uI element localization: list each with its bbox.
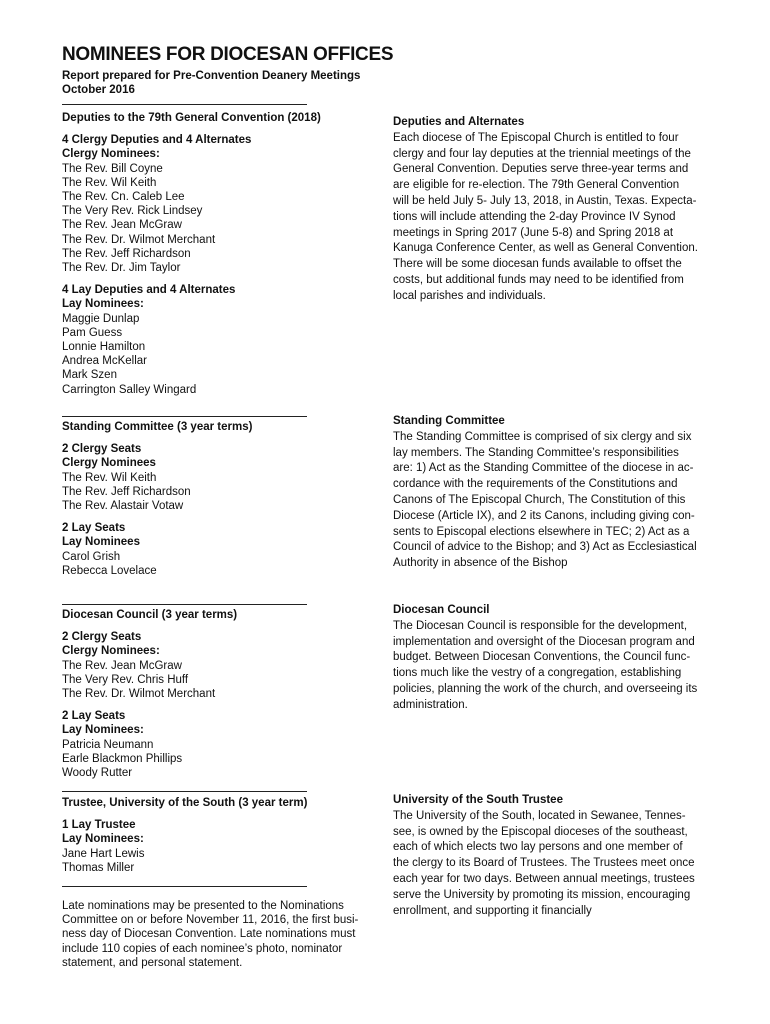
description-line: meetings in Spring 2017 (June 5-8) and Spring 2018 at: [393, 226, 674, 239]
group-heading: 2 Clergy Seats: [62, 443, 142, 456]
description-line: serve the University by promoting its mission, encouraging: [393, 888, 691, 901]
nominee-name: The Rev. Jeff Richardson: [62, 485, 191, 498]
nominee-name: Pam Guess: [62, 326, 123, 339]
description-heading: Diocesan Council: [393, 604, 490, 616]
description-heading: Deputies and Alternates: [393, 116, 525, 128]
section-divider: [62, 791, 307, 792]
section-divider: [62, 104, 307, 105]
standing-committee-description: [393, 414, 708, 572]
nominee-name: Carol Grish: [62, 550, 121, 563]
note-line: ness day of Diocesan Convention. Late nominations must: [62, 928, 356, 941]
nominee-label: Lay Nominees:: [62, 298, 144, 311]
nominee-name: The Rev. Wil Keith: [62, 176, 157, 189]
description-line: The University of the South, located in Sewanee, Tennes-: [393, 809, 686, 822]
page-title: NOMINEES FOR DIOCESAN OFFICES: [62, 44, 394, 65]
section-heading: Standing Committee (3 year terms): [62, 421, 253, 433]
description-line: Each diocese of The Episcopal Church is entitled to four: [393, 131, 679, 144]
note-line: Late nominations may be presented to the Nominations: [62, 900, 344, 912]
description-line: clergy and four lay deputies at the triennial meetings of the: [393, 147, 691, 160]
nominee-name: The Rev. Dr. Jim Taylor: [62, 262, 181, 275]
description-line: implementation and oversight of the Diocesan program and: [393, 635, 695, 648]
section-divider: [62, 604, 307, 605]
nominee-name: The Rev. Jean McGraw: [62, 219, 182, 232]
section-heading: Deputies to the 79th General Convention (2018): [62, 112, 321, 124]
diocesan-council-description: [393, 603, 708, 714]
note-line: statement, and personal statement.: [62, 956, 243, 969]
description-heading: University of the South Trustee: [393, 794, 563, 806]
nominee-name: The Rev. Dr. Wilmot Merchant: [62, 688, 216, 701]
nominee-name: The Very Rev. Rick Lindsey: [62, 205, 203, 218]
nominee-name: Rebecca Lovelace: [62, 564, 157, 577]
note-line: include 110 copies of each nominee’s photo, nominator: [62, 942, 343, 955]
group-heading: 2 Lay Seats: [62, 710, 126, 723]
description-line: are eligible for re-election. The 79th General Convention: [393, 179, 680, 192]
description-line: policies, planning the work of the church, and overseeing its: [393, 682, 698, 695]
section-heading: Trustee, University of the South (3 year term): [62, 797, 308, 809]
description-heading: Standing Committee: [393, 415, 505, 427]
group-heading: 4 Clergy Deputies and 4 Alternates: [62, 134, 252, 147]
description-line: Canons of The Episcopal Church, The Constitution of this: [393, 493, 686, 506]
description-line: lay members. The Standing Committee’s responsibilities: [393, 446, 679, 459]
description-line: each of which elects two lay persons and one member of: [393, 841, 683, 854]
description-line: tions will include attending the 2-day Province IV Synod: [393, 210, 676, 223]
group-heading: 4 Lay Deputies and 4 Alternates: [62, 284, 236, 297]
trustee-description: [393, 793, 708, 919]
description-line: sents to Episcopal elections elsewhere in TEC; 2) Act as a: [393, 525, 690, 538]
nominee-name: Woody Rutter: [62, 767, 133, 780]
description-line: the clergy to its Board of Trustees. The Trustees meet once: [393, 857, 695, 870]
description-line: administration.: [393, 698, 468, 711]
description-line: are: 1) Act as the Standing Committee of the diocese in ac-: [393, 462, 694, 475]
group-heading: 2 Lay Seats: [62, 522, 126, 535]
nominee-name: Earle Blackmon Phillips: [62, 752, 183, 765]
nominee-name: The Rev. Bill Coyne: [62, 162, 163, 175]
nominee-label: Clergy Nominees:: [62, 645, 160, 658]
nominee-name: Andrea McKellar: [62, 355, 148, 368]
nominee-name: Lonnie Hamilton: [62, 341, 146, 354]
nominee-label: Lay Nominees: [62, 536, 140, 549]
page-subtitle: [62, 69, 360, 97]
description-line: The Standing Committee is comprised of six clergy and six: [393, 430, 692, 443]
nominee-name: Patricia Neumann: [62, 738, 154, 751]
section-divider: [62, 886, 307, 887]
nominee-name: The Rev. Dr. Wilmot Merchant: [62, 233, 216, 246]
nominee-name: The Rev. Wil Keith: [62, 471, 157, 484]
description-line: General Convention. Deputies serve three-year terms and: [393, 163, 689, 176]
description-line: local parishes and individuals.: [393, 289, 546, 302]
description-line: Council of advice to the Bishop; and 3) Act as Ecclesiastical: [393, 541, 697, 554]
description-line: Kanuga Conference Center, as well as General Convention.: [393, 242, 698, 255]
description-line: cordance with the requirements of the Constitutions and: [393, 478, 678, 491]
description-line: costs, but additional funds may need to be identified from: [393, 273, 684, 286]
standing-committee-section: [62, 420, 362, 578]
description-line: There will be some diocesan funds available to offset the: [393, 258, 682, 271]
nominee-label: Lay Nominees:: [62, 833, 144, 846]
subtitle-line: Report prepared for Pre-Convention Deanery Meetings: [62, 70, 361, 82]
nominee-name: Jane Hart Lewis: [62, 847, 145, 860]
description-line: see, is owned by the Episcopal dioceses of the southeast,: [393, 825, 688, 838]
group-heading: 2 Clergy Seats: [62, 631, 142, 644]
nominee-name: Carrington Salley Wingard: [62, 383, 197, 396]
description-line: The Diocesan Council is responsible for the development,: [393, 619, 688, 632]
description-line: tions much like the vestry of a congregation, establishing: [393, 667, 682, 680]
description-line: Diocese (Article IX), and 2 its Canons, including giving con-: [393, 509, 695, 522]
nominee-name: Mark Szen: [62, 369, 117, 382]
nominee-name: The Rev. Cn. Caleb Lee: [62, 191, 185, 204]
nominee-name: Maggie Dunlap: [62, 312, 140, 325]
nominee-label: Clergy Nominees:: [62, 148, 160, 161]
nominee-name: The Rev. Jean McGraw: [62, 659, 182, 672]
nominee-name: Thomas Miller: [62, 861, 135, 874]
section-divider: [62, 416, 307, 417]
nominee-name: The Rev. Alastair Votaw: [62, 500, 184, 513]
nominee-name: The Very Rev. Chris Huff: [62, 673, 189, 686]
deputies-description: [393, 115, 708, 305]
description-line: Authority in absence of the Bishop: [393, 557, 568, 570]
nominee-name: The Rev. Jeff Richardson: [62, 247, 191, 260]
trustee-section: [62, 796, 362, 875]
section-heading: Diocesan Council (3 year terms): [62, 609, 238, 621]
note-line: Committee on or before November 11, 2016, the first busi-: [62, 914, 359, 927]
description-line: each year for two days. Between annual meetings, trustees: [393, 872, 695, 885]
diocesan-council-section: [62, 608, 362, 780]
late-nominations-note: [62, 899, 367, 970]
description-line: budget. Between Diocesan Conventions, the Council func-: [393, 651, 691, 664]
description-line: will be held July 5- July 13, 2018, in Austin, Texas. Expecta-: [393, 194, 697, 207]
nominee-label: Lay Nominees:: [62, 724, 144, 737]
deputies-section: [62, 111, 362, 397]
description-line: enrollment, and supporting it financially: [393, 904, 592, 917]
group-heading: 1 Lay Trustee: [62, 819, 136, 832]
nominee-label: Clergy Nominees: [62, 457, 156, 470]
subtitle-line: October 2016: [62, 84, 135, 96]
